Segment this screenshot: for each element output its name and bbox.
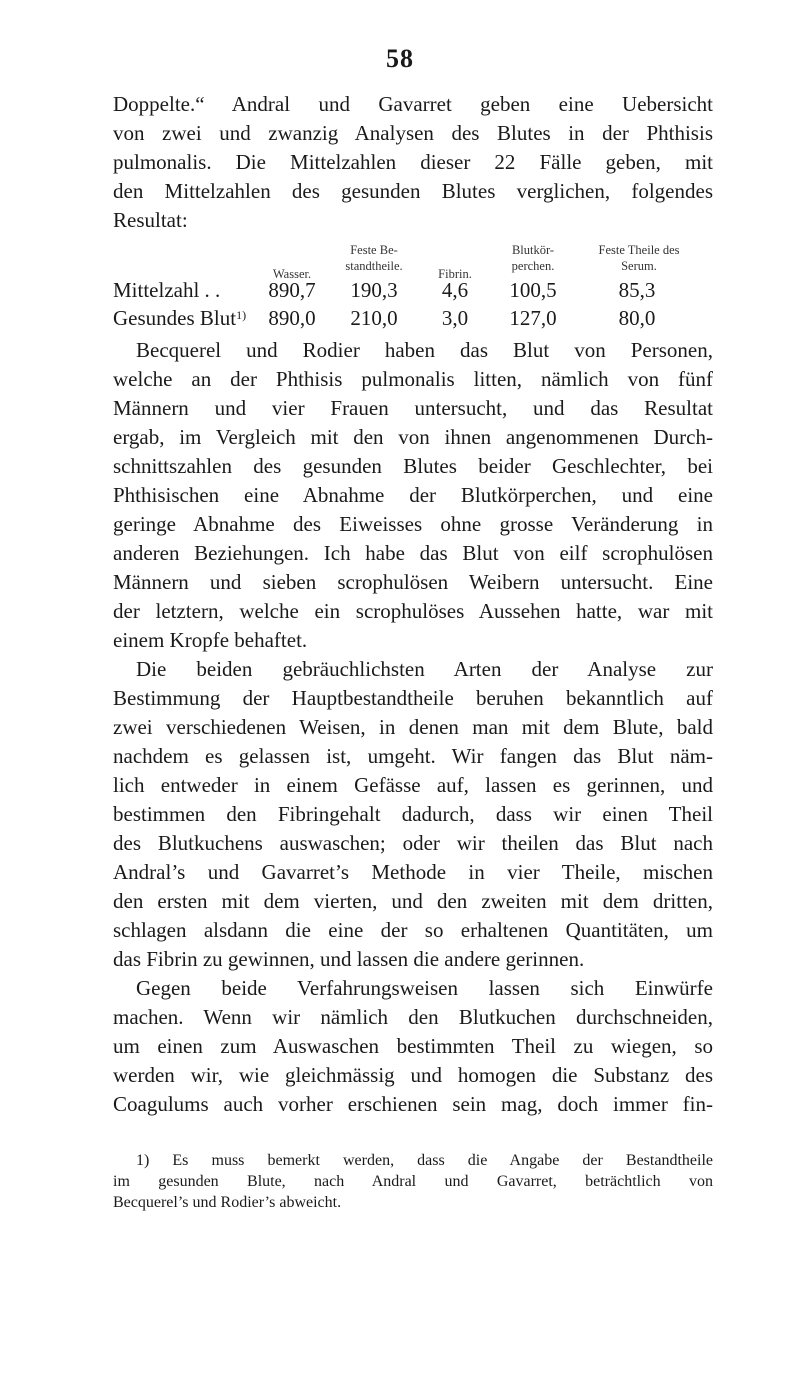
text-line: Doppelte.“ Andral und Gavarret geben eine Uebersicht: [113, 92, 713, 116]
text-line: um einen zum Auswaschen bestimmten Theil zu wiegen, so: [113, 1034, 713, 1058]
text-line: zwei verschiedenen Weisen, in denen man mit dem Blute, bald: [113, 715, 713, 739]
text-line: Becquerel und Rodier haben das Blut von Personen,: [136, 338, 713, 362]
text-line: Coagulums auch vorher erschienen sein mag, doch immer fin-: [113, 1092, 713, 1116]
table-cell: 890,7: [268, 278, 316, 302]
text-line: Phthisischen eine Abnahme der Blutkörperchen, und eine: [113, 483, 713, 507]
table-header-feste-theile-serum: Feste Theile des Serum.: [598, 243, 680, 273]
footnote-line: 1) Es muss bemerkt werden, dass die Angabe der Bestandtheile: [136, 1152, 713, 1169]
table-cell: 4,6: [441, 278, 469, 302]
table-row-label-text: Gesundes Blut: [113, 306, 237, 330]
table-header-blutkoerperchen: Blutkör- perchen.: [511, 243, 555, 273]
table-row-label: Mittelzahl . .: [113, 278, 221, 302]
text-line: machen. Wenn wir nämlich den Blutkuchen durchschneiden,: [113, 1005, 713, 1029]
text-line: Bestimmung der Hauptbestandtheile beruhen bekanntlich auf: [113, 686, 713, 710]
footnote-line: Becquerel’s und Rodier’s abweicht.: [113, 1194, 342, 1211]
text-line: ergab, im Vergleich mit den von ihnen angenommenen Durch-: [113, 425, 713, 449]
page-number: 58: [386, 44, 414, 73]
text-line: pulmonalis. Die Mittelzahlen dieser 22 Fälle geben, mit: [113, 150, 713, 174]
text-line: den ersten mit dem vierten, und den zweiten mit dem dritten,: [113, 889, 713, 913]
text-line: den Mittelzahlen des gesunden Blutes verglichen, folgendes: [113, 179, 713, 203]
table-cell: 190,3: [350, 278, 398, 302]
text-line: Andral’s und Gavarret’s Methode in vier Theile, mischen: [113, 860, 713, 884]
text-line: werden wir, wie gleichmässig und homogen die Substanz des: [113, 1063, 713, 1087]
text-line: Resultat:: [113, 208, 188, 232]
text-line: des Blutkuchens auswaschen; oder wir theilen das Blut nach: [113, 831, 713, 855]
table-header-feste-bestandtheile: Feste Be- standtheile.: [345, 243, 403, 273]
table-cell: 127,0: [509, 306, 557, 330]
text-line: schlagen alsdann die eine der so erhaltenen Quantitäten, um: [113, 918, 713, 942]
text-line: einem Kropfe behaftet.: [113, 628, 308, 652]
table-cell: 890,0: [268, 306, 316, 330]
text-line: der letztern, welche ein scrophulöses Aussehen hatte, war mit: [113, 599, 713, 623]
text-line: das Fibrin zu gewinnen, und lassen die andere gerinnen.: [113, 947, 585, 971]
text-line: anderen Beziehungen. Ich habe das Blut von eilf scrophulösen: [113, 541, 713, 565]
text-line: schnittszahlen des gesunden Blutes beider Geschlechter, bei: [113, 454, 713, 478]
table-header-wasser: Wasser.: [272, 267, 312, 281]
table-cell: 100,5: [509, 278, 557, 302]
text-line: Männern und sieben scrophulösen Weibern untersucht. Eine: [113, 570, 713, 594]
text-line: lich entweder in einem Gefässe auf, lassen es gerinnen, und: [113, 773, 713, 797]
text-line: welche an der Phthisis pulmonalis litten, nämlich von fünf: [113, 367, 713, 391]
text-line: Männern und vier Frauen untersucht, und das Resultat: [113, 396, 713, 420]
text-line: nachdem es gelassen ist, umgeht. Wir fangen das Blut näm-: [113, 744, 713, 768]
text-line: bestimmen den Fibringehalt dadurch, dass wir einen Theil: [113, 802, 713, 826]
table-cell: 80,0: [618, 306, 656, 330]
table-cell: 210,0: [350, 306, 398, 330]
footnote-line: im gesunden Blute, nach Andral und Gavarret, beträchtlich von: [113, 1173, 713, 1190]
text-line: Die beiden gebräuchlichsten Arten der Analyse zur: [136, 657, 713, 681]
text-line: Gegen beide Verfahrungsweisen lassen sich Einwürfe: [136, 976, 713, 1000]
table-row-label: [113, 305, 246, 331]
table-cell: 85,3: [618, 278, 656, 302]
table-header-fibrin: Fibrin.: [438, 267, 472, 281]
footnote-marker: 1): [236, 308, 247, 322]
text-line: von zwei und zwanzig Analysen des Blutes in der Phthisis: [113, 121, 713, 145]
table-cell: 3,0: [441, 306, 469, 330]
text-line: geringe Abnahme des Eiweisses ohne grosse Veränderung in: [113, 512, 713, 536]
